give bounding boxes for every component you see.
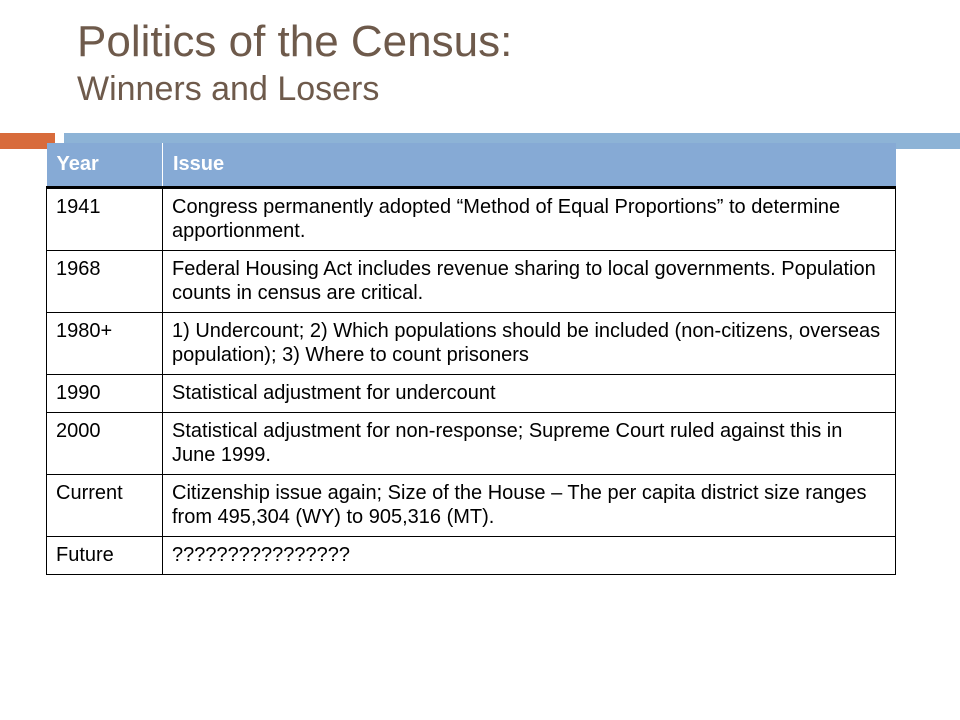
issue-cell: ????????????????	[163, 537, 896, 575]
table-row	[47, 413, 896, 475]
year-cell: Future	[47, 537, 163, 575]
year-cell: 2000	[47, 413, 163, 475]
table-row	[47, 313, 896, 375]
issue-cell: Federal Housing Act includes revenue sharing to local governments. Population counts in census are critical.	[163, 251, 896, 313]
column-header-year: Year	[47, 143, 163, 188]
year-cell: 1990	[47, 375, 163, 413]
slide-subtitle: Winners and Losers	[77, 70, 380, 108]
issue-cell: Statistical adjustment for undercount	[163, 375, 896, 413]
year-cell: 1980+	[47, 313, 163, 375]
issue-cell: 1) Undercount; 2) Which populations should be included (non-citizens, overseas population); 3) Where to count prisoners	[163, 313, 896, 375]
issue-cell: Congress permanently adopted “Method of Equal Proportions” to determine apportionment.	[163, 188, 896, 251]
table-row	[47, 475, 896, 537]
slide-title-line1: Politics of the Census:	[77, 17, 513, 66]
table-row	[47, 537, 896, 575]
table-row	[47, 375, 896, 413]
issue-cell: Citizenship issue again; Size of the House – The per capita district size ranges from 495,304 (WY) to 905,316 (MT).	[163, 475, 896, 537]
column-header-issue: Issue	[163, 143, 896, 188]
table-row	[47, 251, 896, 313]
year-cell: Current	[47, 475, 163, 537]
census-issues-table	[46, 143, 896, 575]
year-cell: 1941	[47, 188, 163, 251]
table-header-row	[47, 143, 896, 188]
year-cell: 1968	[47, 251, 163, 313]
slide-title	[77, 17, 513, 108]
issue-cell: Statistical adjustment for non-response; Supreme Court ruled against this in June 1999.	[163, 413, 896, 475]
table-row	[47, 188, 896, 251]
